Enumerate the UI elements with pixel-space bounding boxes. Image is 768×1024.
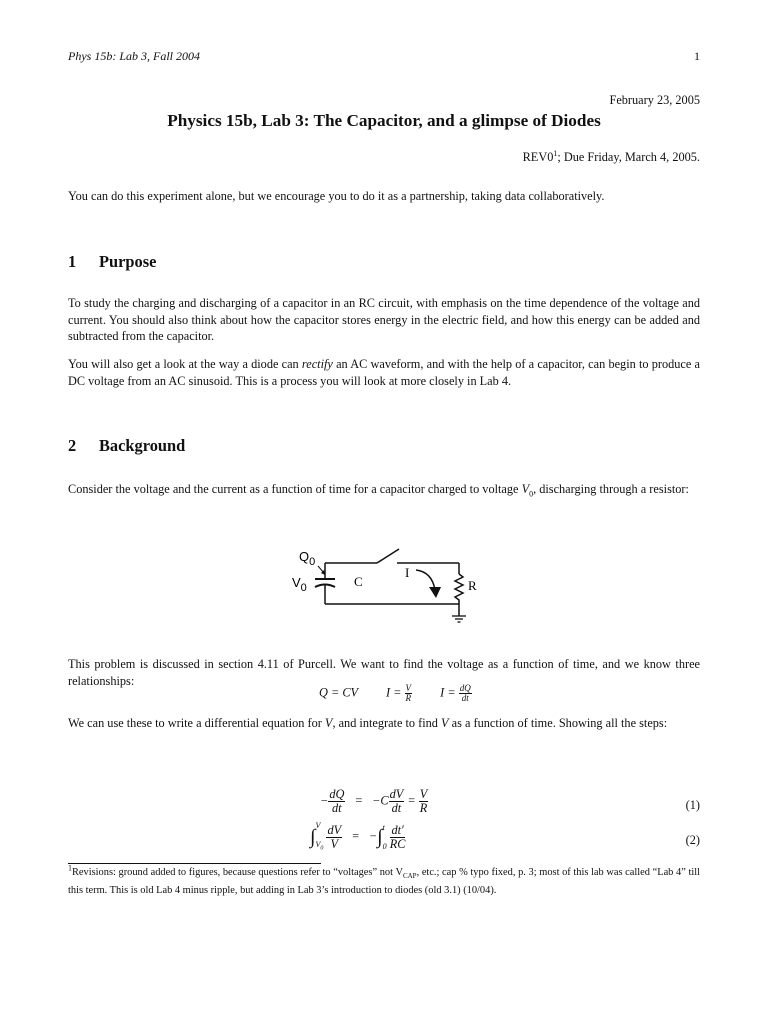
background-paragraph-3 [68, 715, 700, 732]
equation-number-1: (1) [685, 798, 700, 812]
footnote-marker: 1 [553, 148, 558, 158]
rc-circuit-diagram [284, 540, 484, 630]
revision-line [523, 149, 700, 166]
footnote [68, 863, 701, 897]
section-heading-background [68, 438, 185, 455]
label-v0: $V_0$ [292, 575, 307, 594]
label-q0: $Q_0$ [299, 549, 316, 568]
running-header: Phys 15b: Lab 3, Fall 2004 [68, 49, 200, 63]
section-title: Purpose [99, 252, 157, 271]
revision-prefix: REV0 [522, 150, 554, 164]
document-title: Physics 15b, Lab 3: The Capacitor, and a glimpse of Diodes [167, 111, 601, 130]
text-run: You will also get a look at the way a diode can [68, 357, 302, 371]
text-run: an AC waveform, and with the help of a capacitor, can begin to produce a DC voltage from an AC sinusoid. This is a process you will look at more closely in Lab 4. [68, 357, 701, 388]
equation-2: ∫ V $V_0$ $\frac{dV}{V}$ = −∫ t 0 $\frac{dt'}{RC}$ [310, 821, 406, 852]
footnote-text: Revisions: ground added to figures, because questions refer to “voltages” not V [72, 867, 403, 878]
switch-icon [377, 549, 399, 563]
text-run: , and integrate to find [332, 716, 442, 730]
footnote-marker: 1 [68, 863, 72, 873]
text-run: as a function of time. Showing all the steps: [448, 716, 668, 730]
text-run: Consider the voltage and the current as a function of time for a capacitor charged to voltage [68, 482, 522, 496]
relationships-equation: Q = CV I = $\frac{V}{R}$ I = $\frac{dQ}{dt}$ [319, 683, 471, 703]
purpose-paragraph-2 [68, 356, 700, 389]
revision-suffix: ; Due Friday, March 4, 2005. [557, 150, 700, 164]
purpose-paragraph-1: To study the charging and discharging of a capacitor in an RC circuit, with emphasis on the time dependence of the voltage and current. You should also think about how the capacitor stores energy in the electric field, and how this energy can be added and subtracted from the capacitor. [68, 296, 700, 343]
background-paragraph-1 [68, 481, 700, 503]
subscript: CAP [402, 872, 417, 881]
label-c: C [354, 574, 363, 589]
intro-paragraph: You can do this experiment alone, but we encourage you to do it as a partnership, taking data collaboratively. [68, 189, 605, 203]
equation-number-2: (2) [685, 833, 700, 847]
section-number: 2 [68, 436, 77, 455]
footnote-text: , etc.; cap % typo fixed, p. 3; most of this lab was called “Lab 4” till this term. This is old Lab 4 minus ripple, but adding in Lab 3’s introduction to diodes (old 3.1) (10/04). [68, 867, 701, 896]
section-title: Background [99, 436, 186, 455]
equation-1: − $\frac{dQ}{dt}$ = −C $\frac{dV}{dt}$ = $\frac{V}{R}$ [320, 787, 428, 815]
subscript: 0 [529, 489, 534, 499]
arrowhead-icon [429, 587, 441, 598]
label-i: I [405, 565, 410, 580]
variable: V [441, 716, 449, 730]
text-run: We can use these to write a differential equation for [68, 716, 325, 730]
resistor-icon [455, 574, 463, 604]
text-run: , discharging through a resistor: [533, 482, 689, 496]
variable: V [324, 716, 333, 730]
section-number: 1 [68, 252, 77, 271]
variable: V [521, 482, 530, 496]
section-heading-purpose [68, 254, 156, 271]
background-paragraph-2: This problem is discussed in section 4.11 of Purcell. We want to find the voltage as a function of time, and we know three relationships: [68, 657, 700, 688]
emphasis-text: rectify [301, 357, 333, 371]
document-date: February 23, 2005 [609, 93, 700, 107]
label-r: R [468, 578, 477, 593]
page-number: 1 [694, 49, 700, 63]
footnote-rule [68, 863, 321, 864]
